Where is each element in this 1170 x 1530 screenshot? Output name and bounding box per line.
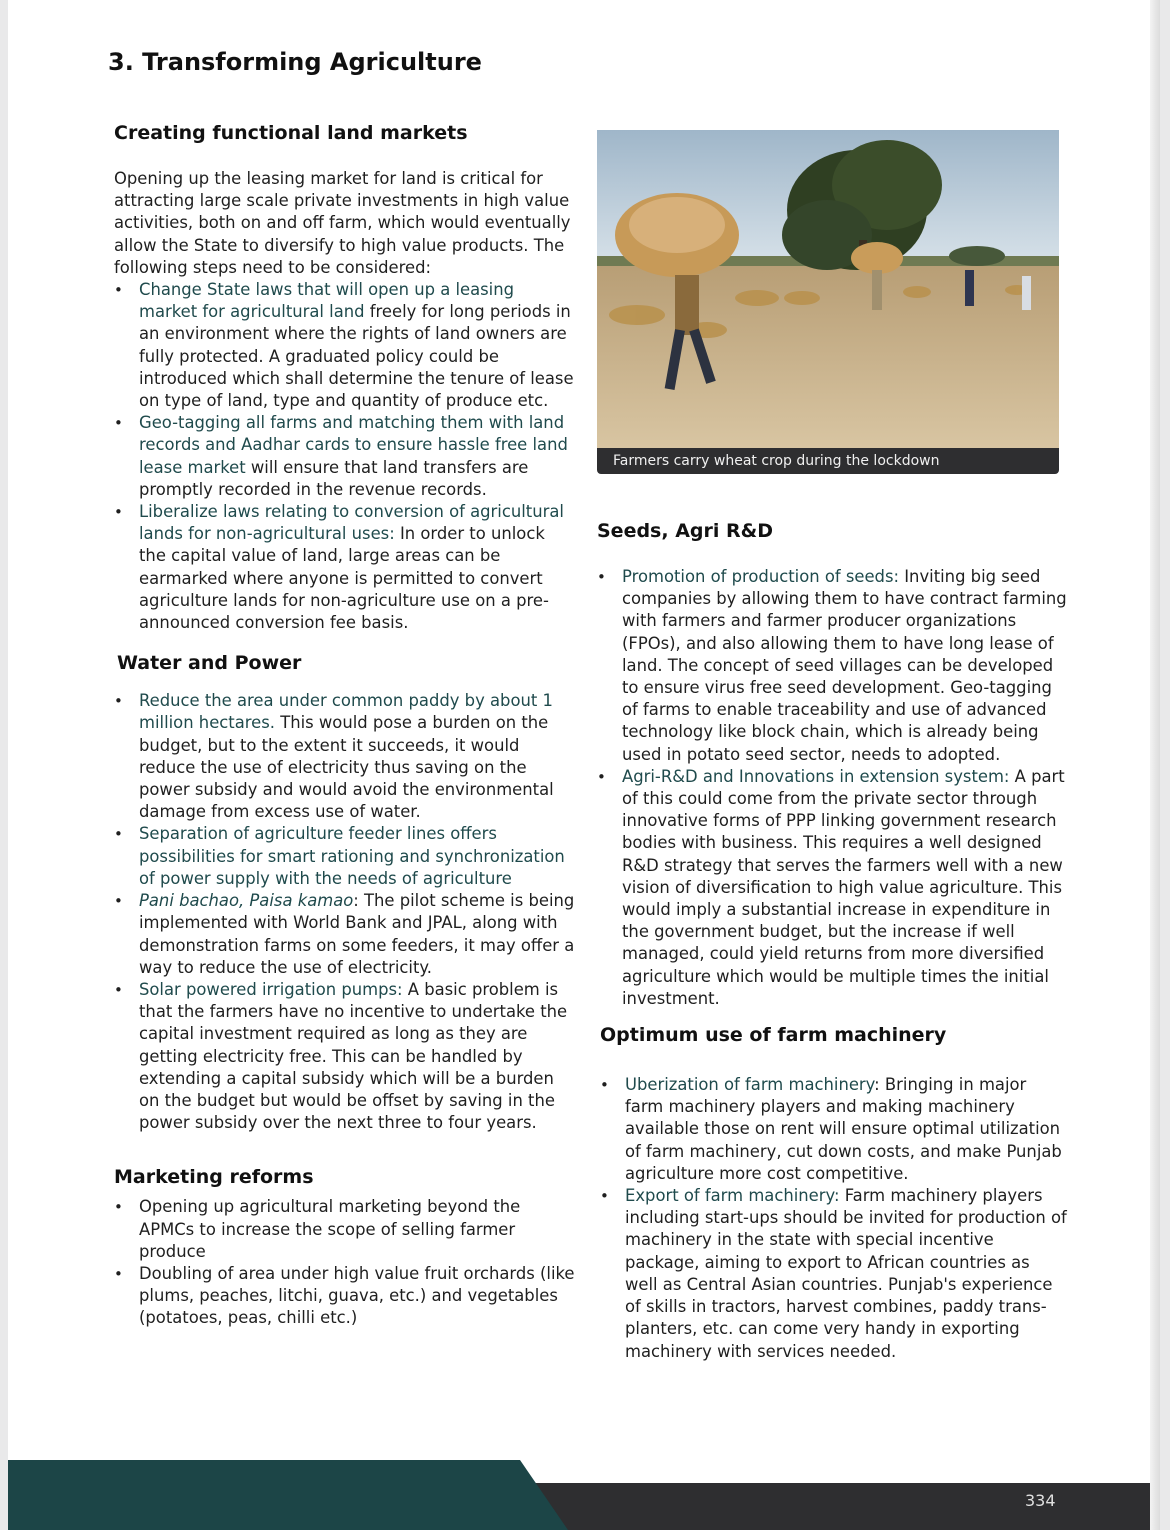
bullet-text: : The pilot scheme is being implemented with World Bank and JPAL, along with demonstration farms on some feeders, it may offer a way to reduce the use of electricity. [139,891,575,977]
list-item [600,1185,1067,1363]
section-heading-farm-machinery: Optimum use of farm machinery [600,1024,947,1047]
marketing-bullet-list [114,1196,576,1329]
bullet-text: will ensure that land transfers are promptly recorded in the revenue records. [139,457,529,499]
section-heading-seeds: Seeds, Agri R&D [597,520,773,542]
bullet-lead: Separation of agriculture feeder lines offers possibilities for smart rationing and synchronization of power supply with the needs of agriculture [139,824,565,888]
land-bullet-list [114,279,576,634]
bullet-text: Doubling of area under high value fruit orchards (like plums, peaches, litchi, guava, etc.) and vegetables (potatoes, peas, chilli etc.) [139,1263,575,1328]
list-item [114,979,576,1134]
bullet-lead: Promotion of production of seeds: [622,567,900,586]
page-edge-shadow [1150,0,1160,1530]
section-heading-water-power: Water and Power [117,652,302,675]
bullet-text: Opening up agricultural marketing beyond the APMCs to increase the scope of selling farmer produce [139,1197,521,1261]
bullet-lead: Uberization of farm machinery [625,1075,875,1095]
bullet-text: A part of this could come from the private sector through innovative forms of PPP linking government research bodies with business. This requires a well designed R&D strategy that serves the farmers well with a new vision of diversification to high value agriculture. This would imply a substantial increase in expenditure in the government budget, but the increase if well managed, could yield returns from more diversified agriculture which would be multiple times the initial investment. [622,766,1065,1008]
left-column [114,120,576,1330]
list-item [114,1263,576,1330]
photo-caption: Farmers carry wheat crop during the lockdown [597,448,1059,474]
bullet-text: A basic problem is that the farmers have no incentive to undertake the capital investment required as long as they are getting electricity free. This can be handled by extending a capital subsidy which will be a burden on the budget but would be offset by saving in the power subsidy over the next three to four years. [139,979,568,1133]
water-bullet-list [114,690,576,1134]
list-item [597,566,1067,766]
bullet-lead: Change State laws that will open up a leasing market for agricultural land [139,280,515,322]
land-intro-paragraph: Opening up the leasing market for land is critical for attracting large scale private investments in high value activities, both on and off farm, which would eventually allow the State to diversify to high value products. The following steps need to be considered: [114,169,571,277]
bullet-text: Farm machinery players including start-ups should be invited for production of machinery in the state with special incentive package, aiming to export to African countries as well as Central Asian countries. Punjab's experience of skills in tractors, harvest combines, paddy trans-planters, etc. can come very handy in exporting machinery with services needed. [625,1186,1067,1361]
list-item [114,890,576,979]
bullet-lead: Agri-R&D and Innovations in extension system: [622,766,1010,786]
bullet-lead: Reduce the area under common paddy by about 1 million hectares. [139,691,553,733]
bullet-text: This would pose a burden on the budget, but to the extent it succeeds, it would reduce the use of electricity thus saving on the power subsidy and would avoid the environmental damage from excess use of water. [139,713,554,822]
document-page [8,0,1160,1530]
list-item [114,690,576,823]
wheat-field-image [597,130,1059,448]
bullet-lead: Liberalize laws relating to conversion of agricultural lands for non-agricultural uses: [139,502,564,544]
list-item [114,279,576,412]
farmers-photo [597,130,1059,474]
list-item [114,823,576,890]
bullet-lead: Export of farm machinery: [625,1186,840,1206]
bullet-lead: Geo-tagging all farms and matching them with land records and Aadhar cards to ensure hassle free land lease market [139,413,568,477]
list-item [114,412,576,501]
page-title: 3. Transforming Agriculture [108,48,482,76]
list-item [597,766,1067,1010]
seeds-bullet-list [597,566,1067,1010]
bullet-text: freely for long periods in an environment where the rights of land owners are fully protected. A graduated policy could be introduced which shall determine the tenure of lease on type of land, type and quantity of produce etc. [139,302,574,411]
bullet-text: Inviting big seed companies by allowing them to have contract farming with farmers and farmer producer organizations (FPOs), and also allowing them to have long lease of land. The concept of seed villages can be developed to ensure virus free seed development. Geo-tagging of farms to enable traceability and use of advanced technology like block chain, which is already being used in potato seed sector, needs to adopted. [622,567,1067,764]
page-number: 334 [1025,1491,1056,1510]
bullet-lead: Solar powered irrigation pumps: [139,979,403,999]
list-item [114,501,576,634]
right-column [597,130,1067,1363]
bullet-text: In order to unlock the capital value of land, large areas can be earmarked where anyone is permitted to convert agriculture lands for non-agriculture use on a pre-announced conversion fee basis. [139,524,549,633]
section-heading-marketing-reforms: Marketing reforms [114,1166,314,1189]
footer-accent [8,1460,568,1530]
list-item [600,1074,1067,1185]
section-heading-land-markets: Creating functional land markets [114,122,468,144]
list-item [114,1196,576,1263]
bullet-lead: Pani bachao, Paisa kamao [139,891,354,911]
machinery-bullet-list [600,1074,1067,1363]
bullet-text: : Bringing in major farm machinery players and making machinery available those on rent will ensure optimal utilization of farm machinery, cut down costs, and make Punjab agriculture more cost competitive. [625,1075,1062,1183]
